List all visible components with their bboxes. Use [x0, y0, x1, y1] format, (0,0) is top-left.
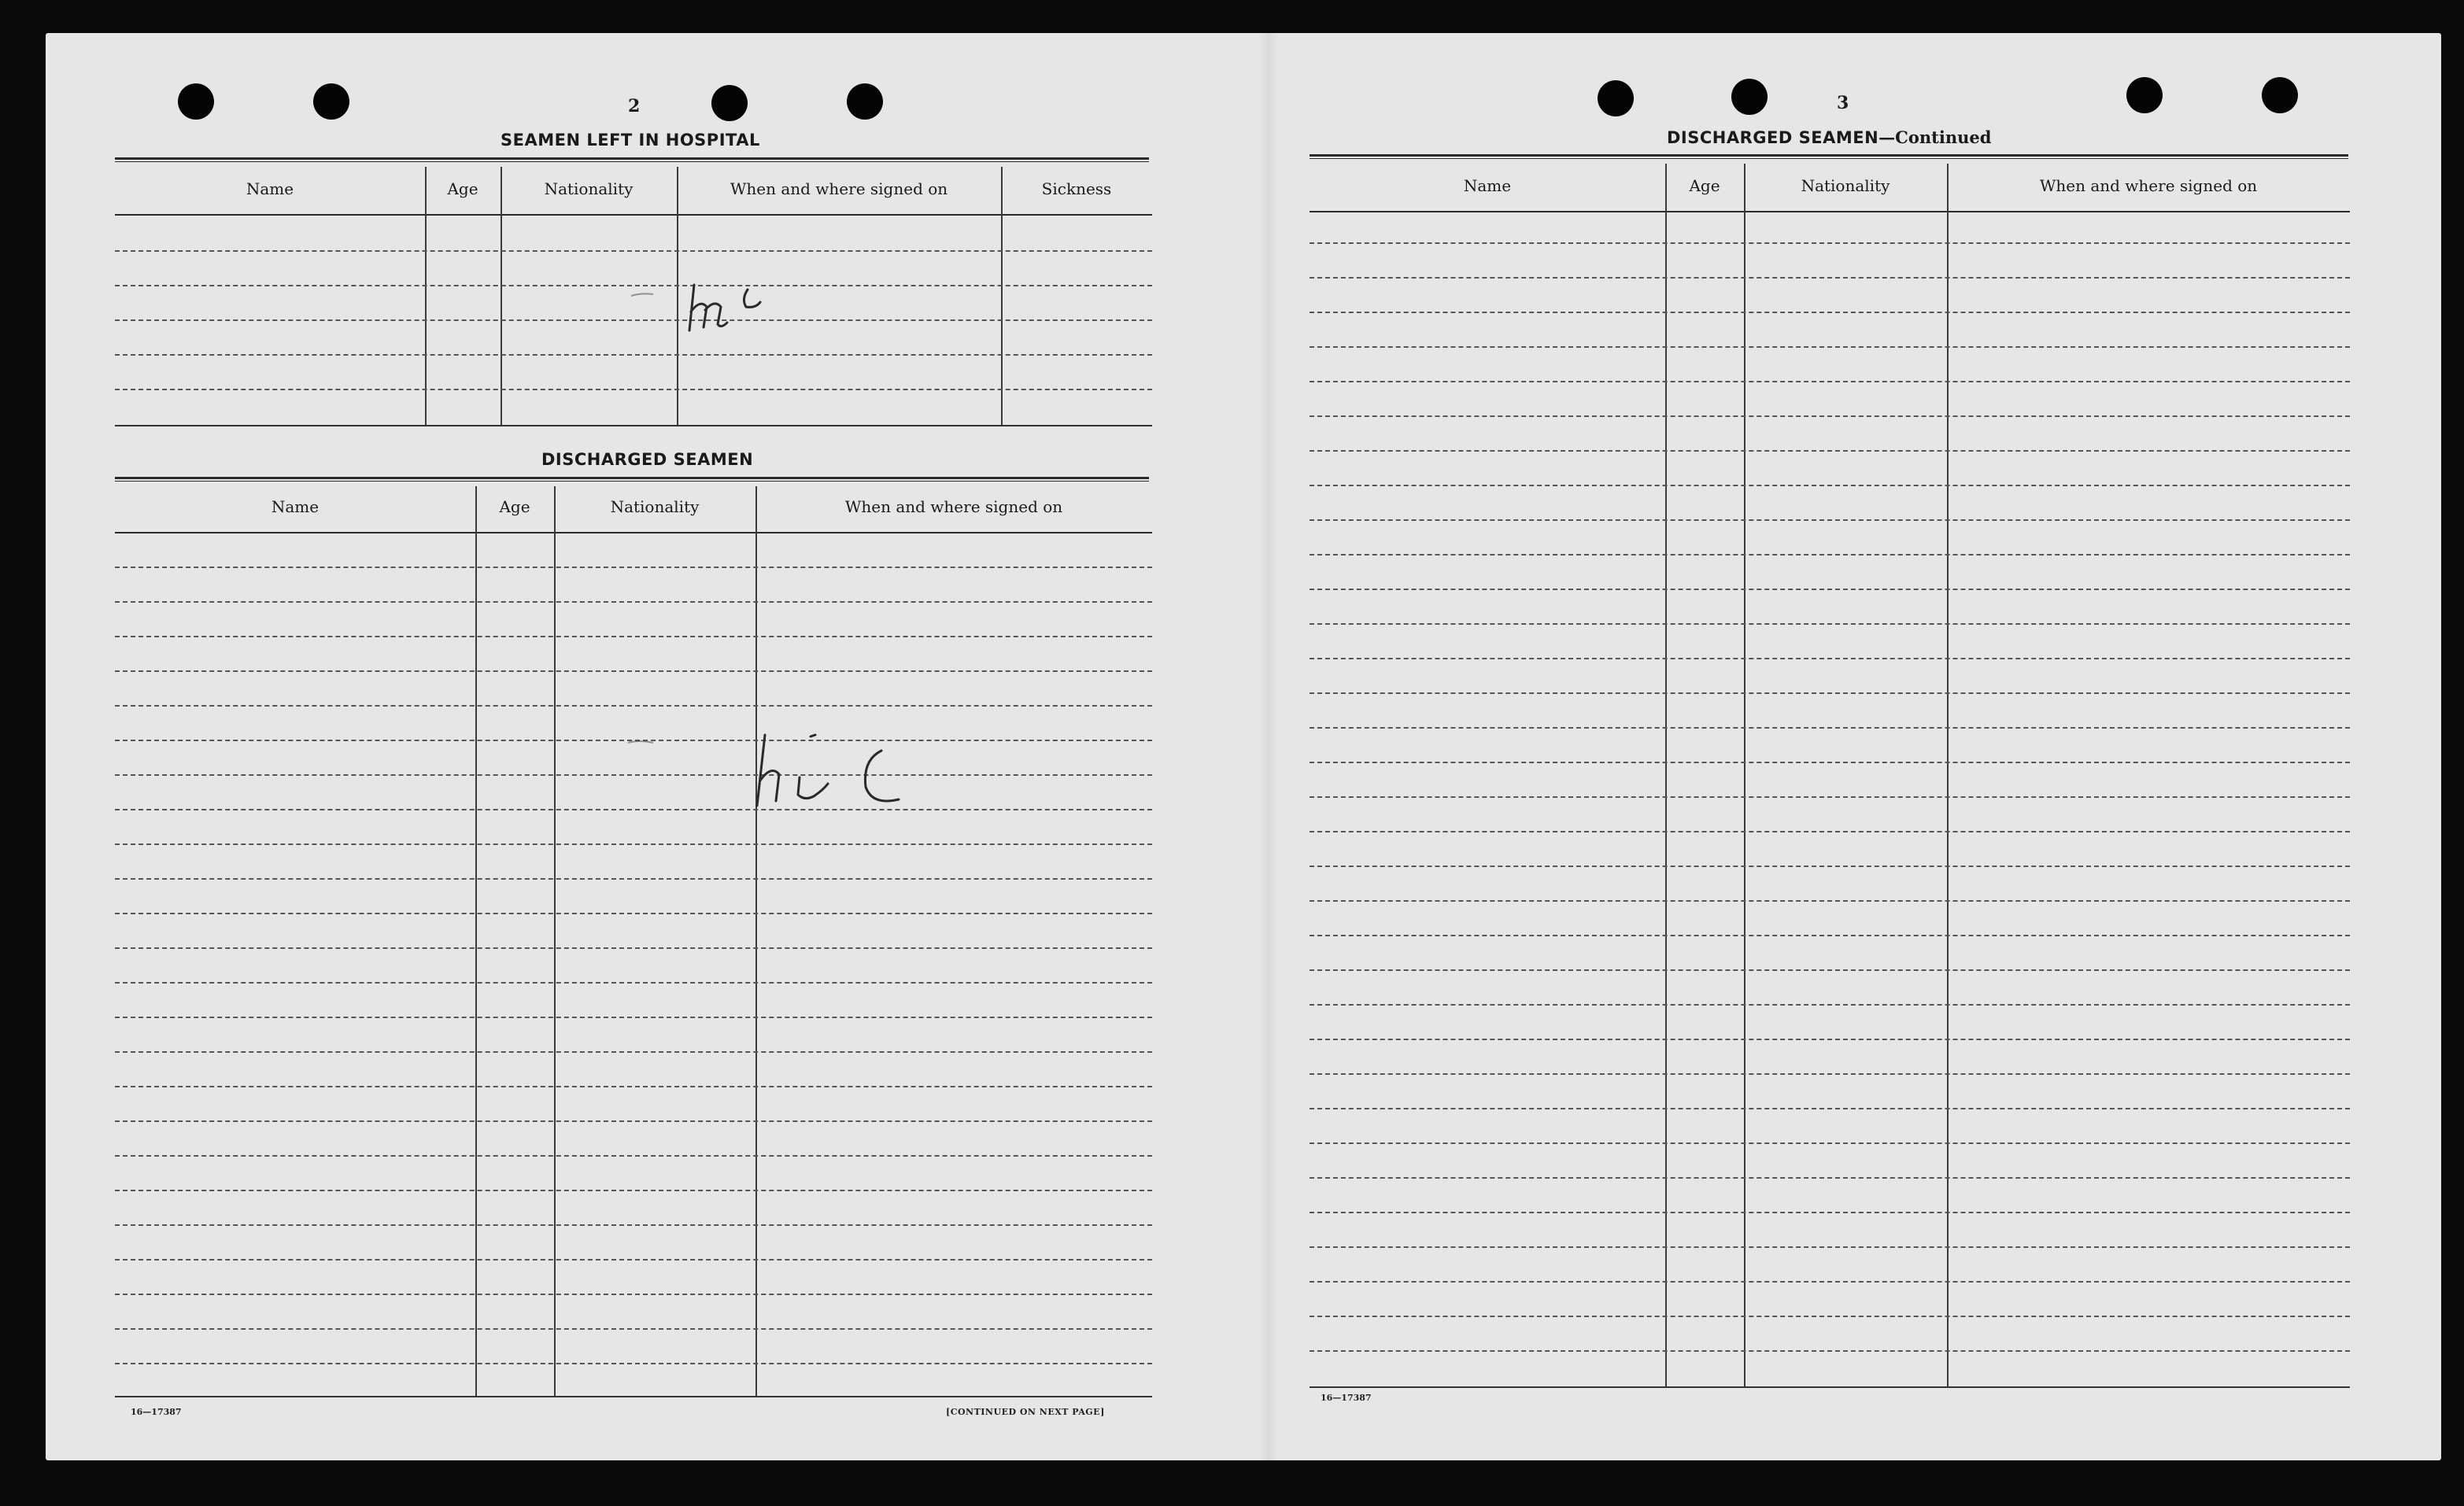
continued-title-rule [1310, 154, 2348, 159]
discharged-row-line [115, 670, 1152, 672]
hospital-row-line [115, 389, 1152, 390]
discharged-col-name: Name [271, 497, 320, 516]
form-code-left: 16—17387 [131, 1407, 182, 1417]
handwritten-mark [622, 275, 842, 346]
continued-row-line [1310, 831, 2350, 832]
discharged-row-line [115, 1224, 1152, 1226]
discharged-row-line [115, 636, 1152, 637]
discharged-row-line [115, 1155, 1152, 1157]
continued-row-line [1310, 312, 2350, 313]
hospital-col-divider [1001, 167, 1003, 426]
discharged-row-line [115, 982, 1152, 984]
continued-row-line [1310, 277, 2350, 279]
continued-row-line [1310, 485, 2350, 486]
continued-note: [CONTINUED ON NEXT PAGE] [946, 1407, 1105, 1417]
continued-row-line [1310, 935, 2350, 936]
continued-row-line [1310, 346, 2350, 348]
continued-row-line [1310, 1073, 2350, 1075]
continued-row-line [1310, 1039, 2350, 1040]
hospital-col-name: Name [246, 179, 294, 198]
page-number-right: 3 [1837, 93, 1849, 113]
continued-row-line [1310, 554, 2350, 556]
hospital-title-rule [115, 157, 1149, 162]
hospital-col-sickness: Sickness [1041, 179, 1112, 198]
continued-row-line [1310, 1212, 2350, 1213]
punch-hole [1731, 79, 1768, 115]
continued-row-line [1310, 900, 2350, 902]
punch-hole [313, 83, 349, 120]
punch-hole [2126, 77, 2163, 113]
continued-row-line [1310, 1350, 2350, 1352]
discharged-row-line [115, 1051, 1152, 1053]
discharged-row-line [115, 1120, 1152, 1122]
hospital-col-age: Age [447, 179, 478, 198]
discharged-continued-table [1310, 164, 2350, 1388]
continued-col-signed-on: When and where signed on [2039, 176, 2258, 195]
discharged-continued-title [1667, 127, 1991, 147]
discharged-table [115, 486, 1152, 1397]
discharged-row-line [115, 1259, 1152, 1261]
discharged-row-line [115, 1328, 1152, 1330]
hospital-bottom-rule [115, 425, 1152, 426]
form-code-right: 16—17387 [1321, 1393, 1372, 1403]
discharged-row-line [115, 1190, 1152, 1191]
discharged-col-signed-on: When and where signed on [844, 497, 1063, 516]
continued-row-line [1310, 1108, 2350, 1109]
hospital-row-line [115, 354, 1152, 356]
hospital-section-title: SEAMEN LEFT IN HOSPITAL [501, 131, 760, 149]
continued-row-line [1310, 519, 2350, 521]
continued-row-line [1310, 762, 2350, 763]
discharged-title-rule [115, 477, 1149, 482]
continued-col-name: Name [1463, 176, 1512, 195]
discharged-col-divider [755, 486, 757, 1397]
discharged-bottom-rule [115, 1396, 1152, 1397]
page-number-left: 2 [628, 96, 641, 116]
continued-row-line [1310, 1281, 2350, 1283]
continued-row-line [1310, 450, 2350, 452]
hospital-header-rule [115, 167, 1152, 216]
discharged-continued-suffix: —Continued [1878, 127, 1992, 147]
continued-row-line [1310, 415, 2350, 417]
discharged-row-line [115, 947, 1152, 949]
continued-col-age: Age [1689, 176, 1720, 195]
continued-row-line [1310, 1004, 2350, 1006]
continued-row-line [1310, 1177, 2350, 1179]
discharged-row-line [115, 1294, 1152, 1295]
discharged-row-line [115, 705, 1152, 707]
discharged-col-divider [554, 486, 556, 1397]
continued-row-line [1310, 658, 2350, 659]
discharged-col-nationality: Nationality [610, 497, 700, 516]
continued-row-line [1310, 796, 2350, 798]
discharged-row-line [115, 913, 1152, 914]
page-fold [1259, 33, 1278, 1460]
continued-row-line [1310, 692, 2350, 694]
punch-hole [711, 85, 748, 121]
continued-row-line [1310, 242, 2350, 244]
hospital-col-signed-on: When and where signed on [730, 179, 948, 198]
continued-row-line [1310, 623, 2350, 625]
continued-row-line [1310, 866, 2350, 867]
punch-hole [2262, 77, 2298, 113]
continued-row-line [1310, 1142, 2350, 1144]
continued-row-line [1310, 381, 2350, 382]
continued-row-line [1310, 589, 2350, 590]
discharged-row-line [115, 601, 1152, 603]
continued-bottom-rule [1310, 1386, 2350, 1388]
punch-hole [178, 83, 214, 120]
discharged-row-line [115, 1017, 1152, 1018]
continued-row-line [1310, 727, 2350, 729]
punch-hole [1598, 80, 1634, 116]
discharged-header-rule [115, 486, 1152, 533]
discharged-row-line [115, 878, 1152, 880]
punch-hole [847, 83, 883, 120]
discharged-row-line [115, 1086, 1152, 1087]
hospital-row-line [115, 250, 1152, 252]
continued-row-line [1310, 969, 2350, 971]
continued-col-nationality: Nationality [1801, 176, 1890, 195]
discharged-continued-title-main: DISCHARGED SEAMEN [1667, 128, 1879, 147]
continued-row-line [1310, 1246, 2350, 1248]
discharged-row-line [115, 567, 1152, 568]
discharged-col-divider [475, 486, 477, 1397]
hospital-col-divider [425, 167, 427, 426]
discharged-row-line [115, 1363, 1152, 1364]
discharged-col-age: Age [499, 497, 530, 516]
hospital-col-nationality: Nationality [544, 179, 634, 198]
continued-row-line [1310, 1316, 2350, 1317]
discharged-section-title: DISCHARGED SEAMEN [541, 450, 754, 469]
discharged-row-line [115, 843, 1152, 845]
hospital-col-divider [501, 167, 502, 426]
continued-header-rule [1310, 164, 2350, 212]
handwritten-mark [622, 719, 952, 821]
